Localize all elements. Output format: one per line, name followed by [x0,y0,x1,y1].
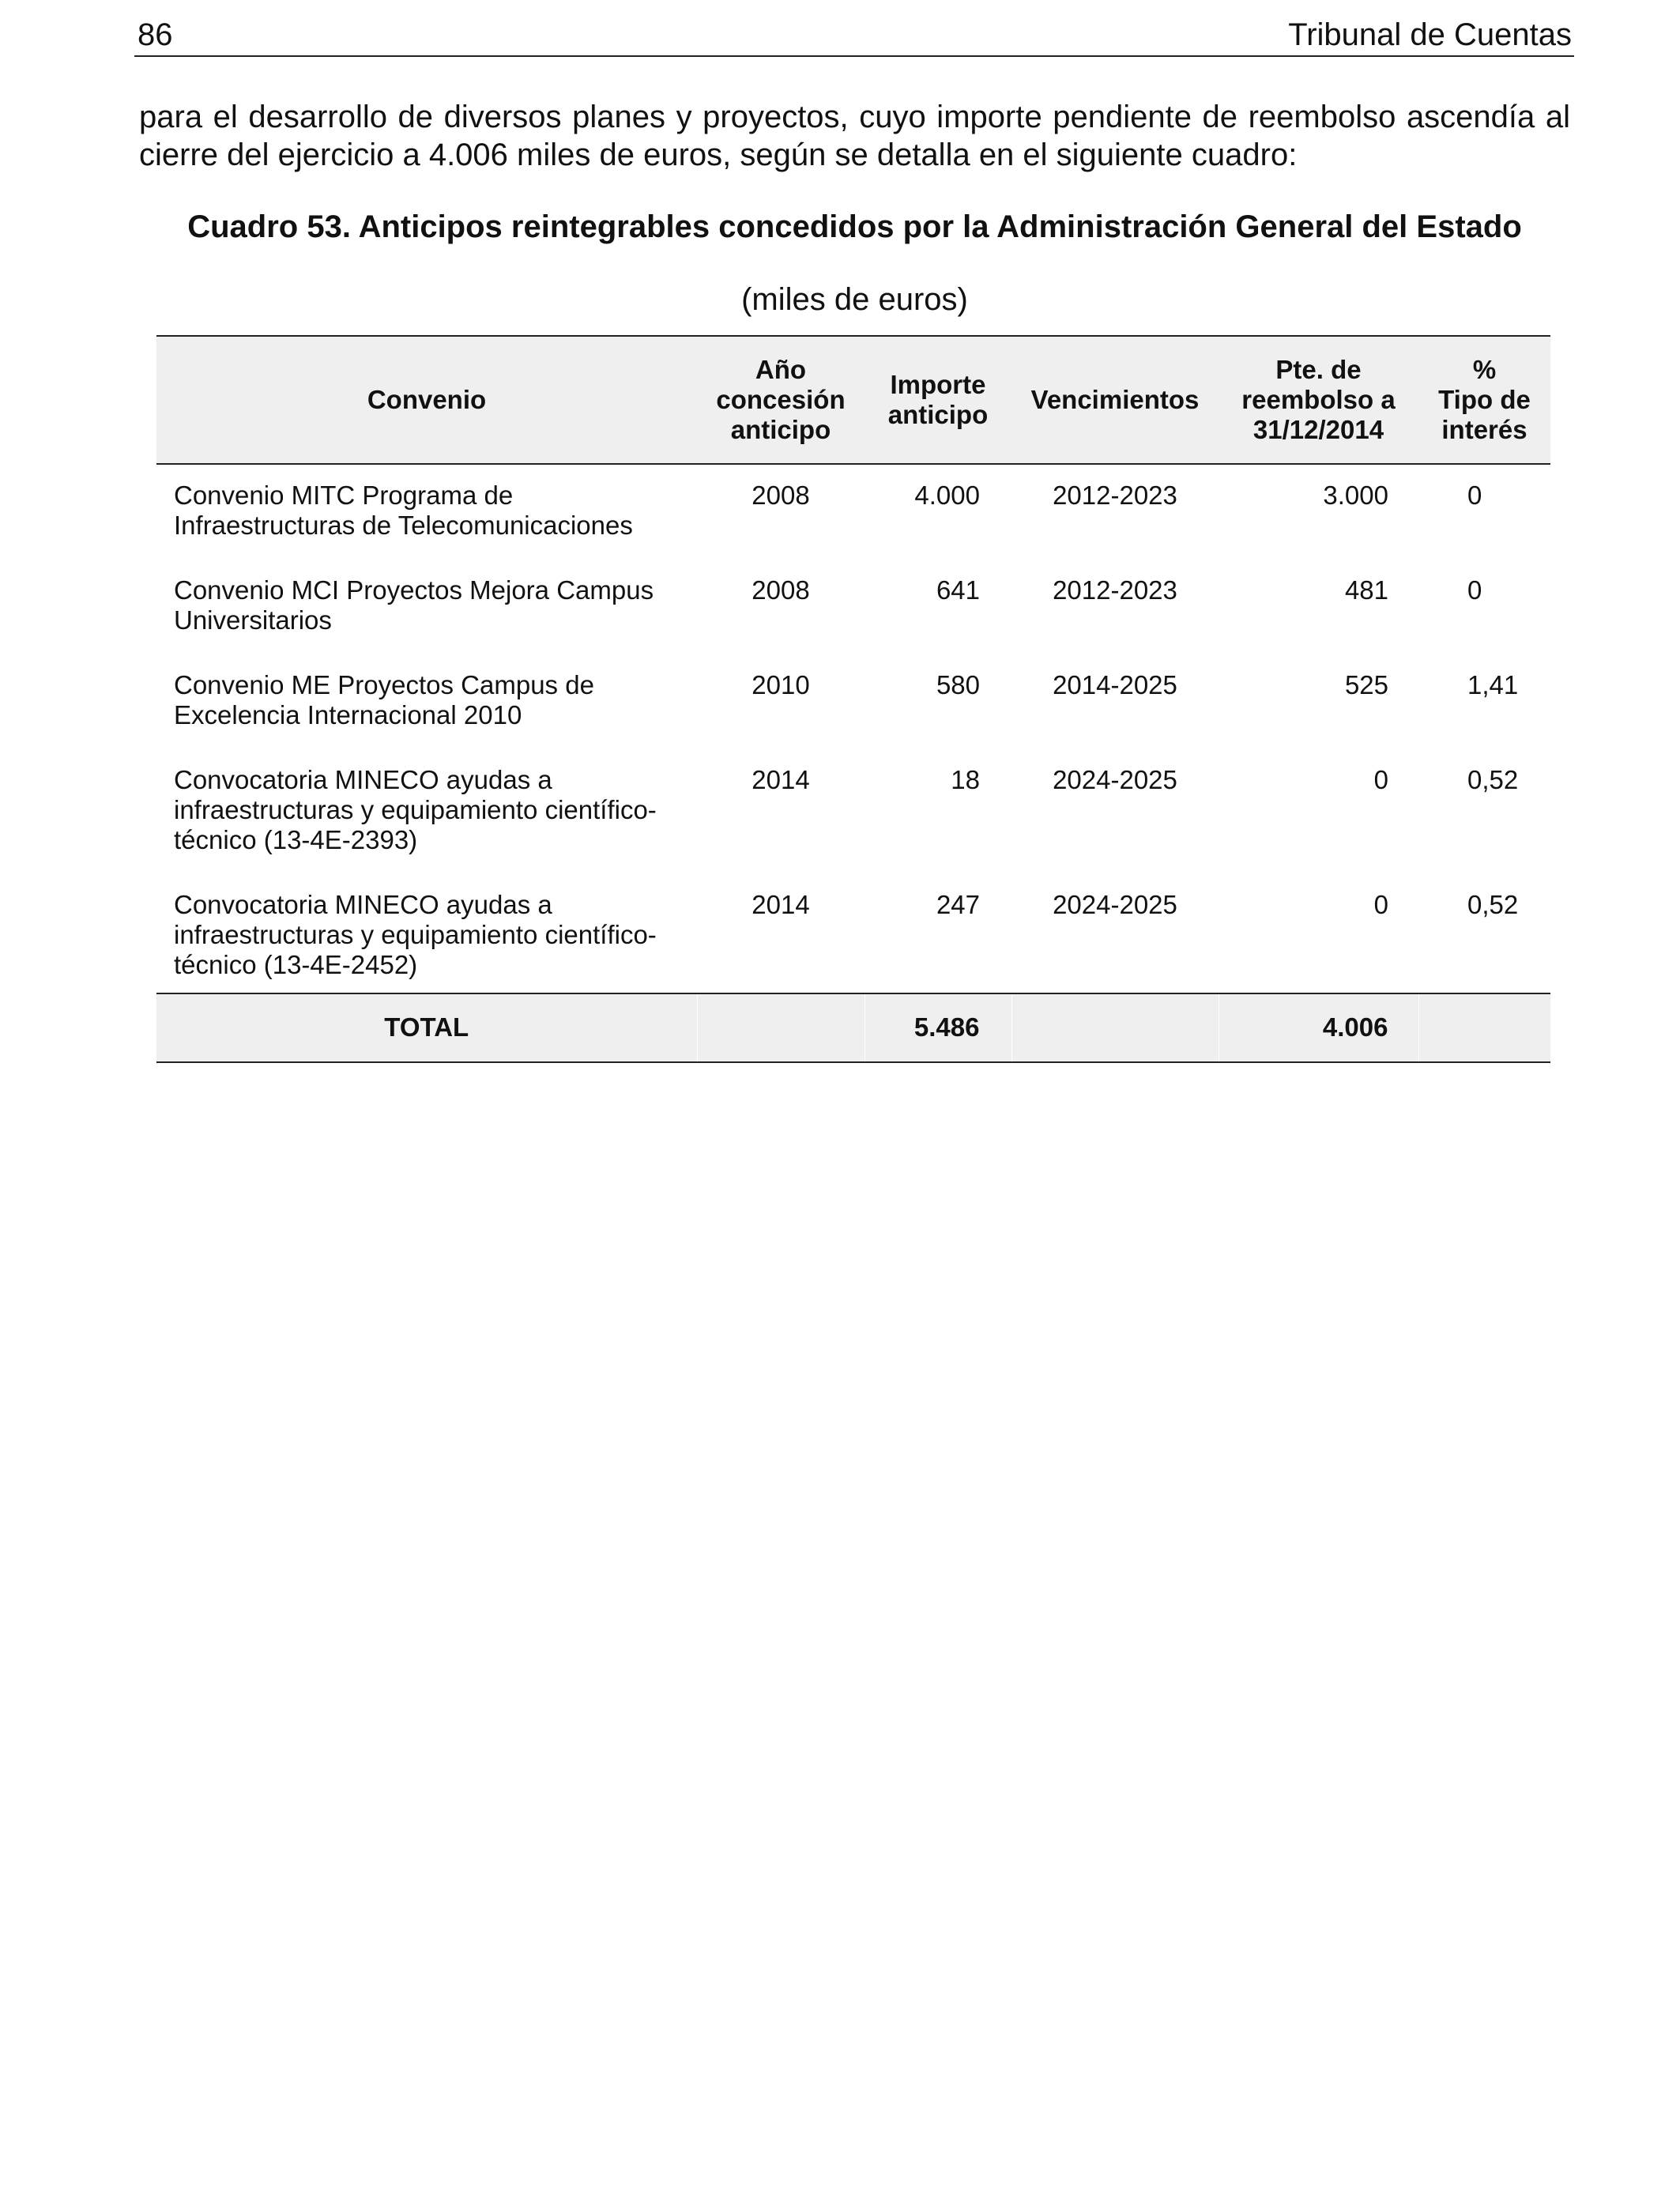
cell-anio: 2010 [751,670,810,699]
cell-interes: 0,52 [1467,890,1519,919]
total-pendiente: 4.006 [1219,993,1418,1062]
total-row [156,993,1550,1062]
cell-importe: 4.000 [914,481,980,510]
cell-vencimientos: 2012-2023 [1053,481,1177,510]
table-row [156,765,1550,890]
column-header-vencimientos: Vencimientos [1030,385,1200,414]
column-header-anio: Año concesión anticipo [716,355,846,444]
cell-pendiente: 525 [1344,670,1388,699]
cell-convenio: Convenio ME Proyectos Campus de Excelencia Internacional 2010 [174,670,594,729]
column-header-interes: % Tipo de interés [1438,355,1531,444]
table-units: (miles de euros) [741,282,968,317]
cell-vencimientos: 2024-2025 [1053,765,1177,794]
cell-interes: 0 [1467,481,1482,510]
table-row [156,464,1550,575]
total-cell-vencimientos [1011,993,1219,1062]
total-importe: 5.486 [864,993,1011,1062]
cell-vencimientos: 2024-2025 [1053,890,1177,919]
table-total [156,993,1550,1062]
cell-anio: 2014 [751,890,810,919]
table-title: Cuadro 53. Anticipos reintegrables concedidos por la Administración General del Estado [187,209,1522,244]
cell-vencimientos: 2014-2025 [1053,670,1177,699]
column-header-convenio: Convenio [367,385,487,414]
cell-pendiente: 0 [1373,890,1388,919]
cell-anio: 2014 [751,765,810,794]
cell-pendiente: 481 [1344,575,1388,605]
header-rule [134,55,1574,57]
table-body [156,464,1550,993]
cell-convenio: Convenio MITC Programa de Infraestructuras de Telecomunicaciones [174,481,633,540]
cell-convenio: Convenio MCI Proyectos Mejora Campus Universitarios [174,575,654,635]
cell-interes: 1,41 [1467,670,1519,699]
cell-importe: 247 [936,890,980,919]
cell-convenio: Convocatoria MINECO ayudas a infraestructuras y equipamiento científico- técnico (13-4E-2393) [174,765,657,854]
table-row [156,890,1550,993]
cell-anio: 2008 [751,481,810,510]
header-row [156,336,1550,464]
cell-importe: 580 [936,670,980,699]
total-label: TOTAL [384,1012,469,1042]
cell-interes: 0 [1467,575,1482,605]
advances-table [156,335,1550,1063]
cell-importe: 18 [951,765,980,794]
total-cell-anio [697,993,864,1062]
cell-pendiente: 0 [1373,765,1388,794]
running-title: Tribunal de Cuentas [1288,17,1572,52]
total-cell-interes [1418,993,1550,1062]
cell-importe: 641 [936,575,980,605]
column-header-importe: Importe anticipo [887,370,989,429]
cell-anio: 2008 [751,575,810,605]
table-header [156,336,1550,464]
cell-convenio: Convocatoria MINECO ayudas a infraestructuras y equipamiento científico- técnico (13-4E-2452) [174,890,657,979]
column-header-pendiente: Pte. de reembolso a 31/12/2014 [1241,355,1396,444]
table-row [156,575,1550,670]
cell-vencimientos: 2012-2023 [1053,575,1177,605]
cell-pendiente: 3.000 [1323,481,1388,510]
cell-interes: 0,52 [1467,765,1519,794]
body-paragraph: para el desarrollo de diversos planes y proyectos, cuyo importe pendiente de reembolso ascendía al cierre del ejercicio a 4.006 miles de euros, según se detalla en el siguiente cuadro: [139,100,1570,172]
table-row [156,670,1550,765]
page-number: 86 [137,17,173,52]
